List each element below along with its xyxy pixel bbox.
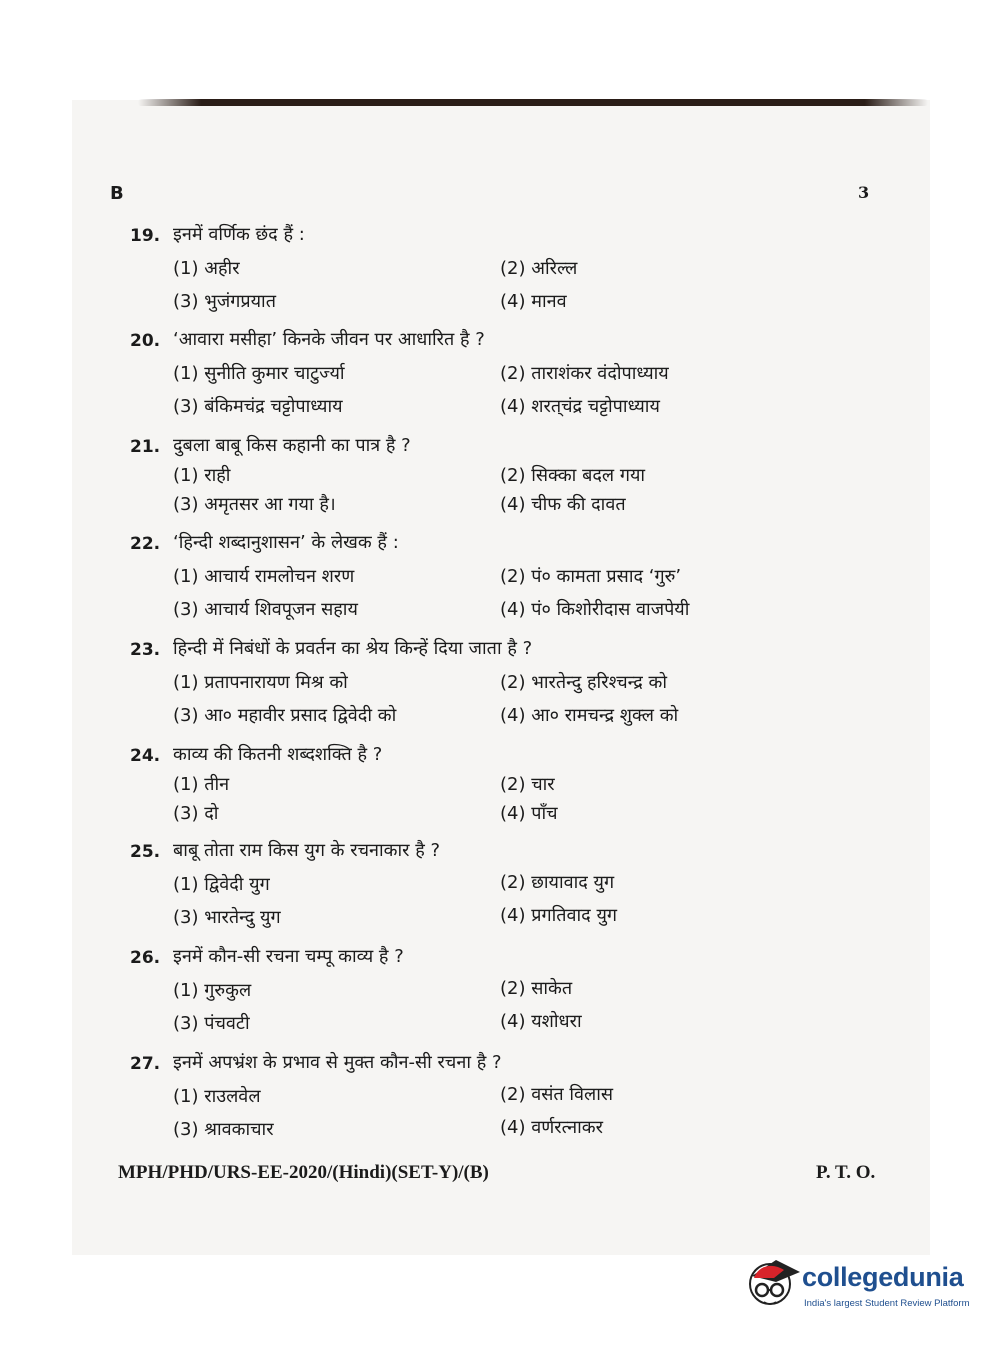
option-2: (2) छायावाद युग bbox=[500, 872, 615, 893]
set-code: B bbox=[110, 183, 124, 204]
option-4: (4) वर्णरत्नाकर bbox=[500, 1117, 603, 1138]
paper-code: MPH/PHD/URS-EE-2020/(Hindi)(SET-Y)/(B) bbox=[118, 1162, 489, 1183]
question-text: दुबला बाबू किस कहानी का पात्र है ? bbox=[173, 435, 411, 456]
option-3: (3) पंचवटी bbox=[173, 1013, 250, 1034]
option-2: (2) पं० कामता प्रसाद ‘गुरु’ bbox=[500, 566, 682, 587]
brand-name: collegedunia bbox=[802, 1262, 964, 1292]
question-number: 23. bbox=[130, 640, 161, 660]
pto-label: P. T. O. bbox=[816, 1162, 876, 1183]
option-1: (1) राउलवेल bbox=[173, 1086, 261, 1107]
question-number: 24. bbox=[130, 746, 161, 766]
option-1: (1) प्रतापनारायण मिश्र को bbox=[173, 672, 348, 693]
option-1: (1) तीन bbox=[173, 774, 230, 795]
brand-tagline: India's largest Student Review Platform bbox=[804, 1298, 970, 1309]
option-4: (4) पाँच bbox=[500, 803, 558, 824]
option-4: (4) यशोधरा bbox=[500, 1011, 582, 1032]
question-24 bbox=[130, 742, 850, 824]
question-21 bbox=[130, 433, 850, 515]
question-text: इनमें अपभ्रंश के प्रभाव से मुक्त कौन-सी रचना है ? bbox=[173, 1052, 502, 1073]
option-1: (1) राही bbox=[173, 465, 231, 486]
option-3: (3) दो bbox=[173, 803, 219, 824]
collegedunia-watermark bbox=[744, 1252, 974, 1320]
question-20 bbox=[130, 327, 850, 417]
option-2: (2) सिक्का बदल गया bbox=[500, 465, 646, 486]
question-text: ‘हिन्दी शब्दानुशासन’ के लेखक हैं : bbox=[173, 532, 399, 553]
option-3: (3) बंकिमचंद्र चट्टोपाध्याय bbox=[173, 396, 343, 417]
option-1: (1) द्विवेदी युग bbox=[173, 874, 270, 895]
option-4: (4) शरत्‌चंद्र चट्टोपाध्याय bbox=[500, 396, 660, 417]
student-mascot-icon bbox=[744, 1252, 802, 1316]
option-2: (2) साकेत bbox=[500, 978, 573, 999]
option-4: (4) पं० किशोरीदास वाजपेयी bbox=[500, 599, 690, 620]
option-1: (1) अहीर bbox=[173, 258, 240, 279]
question-19 bbox=[130, 222, 850, 312]
question-number: 21. bbox=[130, 437, 161, 457]
question-number: 19. bbox=[130, 226, 161, 246]
question-25 bbox=[130, 838, 850, 928]
question-text: बाबू तोता राम किस युग के रचनाकार है ? bbox=[173, 840, 441, 861]
option-1: (1) सुनीति कुमार चाटुर्ज्या bbox=[173, 363, 345, 384]
option-2: (2) भारतेन्दु हरिश्चन्द्र को bbox=[500, 672, 667, 693]
option-2: (2) चार bbox=[500, 774, 555, 795]
question-text: काव्य की कितनी शब्दशक्ति है ? bbox=[173, 744, 383, 765]
question-26 bbox=[130, 944, 850, 1034]
option-3: (3) भारतेन्दु युग bbox=[173, 907, 281, 928]
option-4: (4) आ० रामचन्द्र शुक्ल को bbox=[500, 705, 679, 726]
question-number: 22. bbox=[130, 534, 161, 554]
option-4: (4) चीफ की दावत bbox=[500, 494, 626, 515]
option-2: (2) वसंत विलास bbox=[500, 1084, 614, 1105]
question-text: इनमें वर्णिक छंद हैं : bbox=[173, 224, 305, 245]
option-3: (3) भुजंगप्रयात bbox=[173, 291, 276, 312]
question-number: 20. bbox=[130, 331, 161, 351]
option-4: (4) प्रगतिवाद युग bbox=[500, 905, 618, 926]
option-3: (3) आ० महावीर प्रसाद द्विवेदी को bbox=[173, 705, 397, 726]
option-3: (3) अमृतसर आ गया है। bbox=[173, 494, 336, 515]
option-2: (2) ताराशंकर वंदोपाध्याय bbox=[500, 363, 669, 384]
question-23 bbox=[130, 636, 850, 726]
question-text: इनमें कौन-सी रचना चम्पू काव्य है ? bbox=[173, 946, 404, 967]
option-4: (4) मानव bbox=[500, 291, 567, 312]
question-22 bbox=[130, 530, 850, 620]
option-3: (3) आचार्य शिवपूजन सहाय bbox=[173, 599, 358, 620]
question-number: 26. bbox=[130, 948, 161, 968]
question-text: हिन्दी में निबंधों के प्रवर्तन का श्रेय किन्हें दिया जाता है ? bbox=[173, 638, 533, 659]
option-1: (1) आचार्य रामलोचन शरण bbox=[173, 566, 355, 587]
page-number: 3 bbox=[858, 183, 870, 202]
question-number: 25. bbox=[130, 842, 161, 862]
option-1: (1) गुरुकुल bbox=[173, 980, 252, 1001]
question-27 bbox=[130, 1050, 850, 1140]
option-2: (2) अरिल्ल bbox=[500, 258, 578, 279]
question-text: ‘आवारा मसीहा’ किनके जीवन पर आधारित है ? bbox=[173, 329, 485, 350]
option-3: (3) श्रावकाचार bbox=[173, 1119, 274, 1140]
question-number: 27. bbox=[130, 1054, 161, 1074]
top-rule bbox=[138, 99, 928, 106]
